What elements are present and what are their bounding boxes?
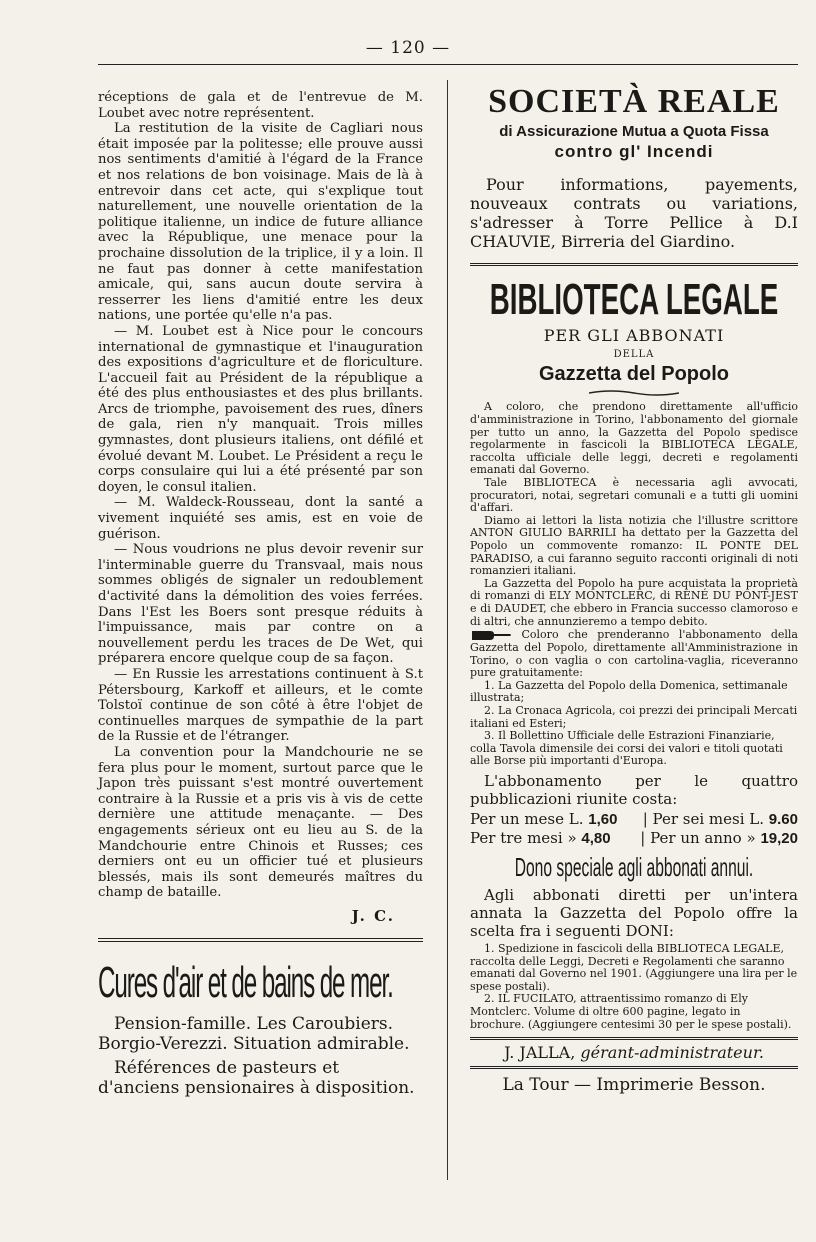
- price-cell: [470, 810, 617, 829]
- article-paragraph: — M. Loubet est à Nice pour le concours international de gymnastique et l'inauguration des expositions d'agriculture et de floriculture. L'accueil fait au Président de la république a été des plus enthousiastes et des plus brillants. Arcs de triomphe, pavoisement des rues, dîners de gala, rien n'y manquait. Trois milles gymnastes, dont plusieurs italiens, ont défilé et évolué devant M. Loubet. Le Président a reçu le corps consulaire qui lui a été présenté par son doyen, le consul italien.: [98, 323, 423, 495]
- article-paragraph: réceptions de gala et de l'entrevue de M. Loubet avec notre représentent.: [98, 90, 423, 121]
- gazzetta-title: Gazzetta del Popolo: [538, 363, 730, 386]
- cures-advertisement: [98, 958, 423, 1098]
- price-value: 9.60: [768, 811, 798, 829]
- societa-title: SOCIETÀ REALE: [488, 83, 780, 120]
- article-paragraph: — Nous voudrions ne plus devoir revenir sur l'interminable guerre du Transvaal, mais nous sommes obligés de signaler un redoublement d'activité dans la démolition des voies ferrées. Dans l'Est les Boers sont presque réduits à l'impuissance, mais par contre on a nouvellement perdu les traces de De Wet, qui préparera encore quelque coup de sa façon.: [98, 542, 423, 667]
- price-value: 1,60: [588, 811, 618, 829]
- biblioteca-paragraph: A coloro, che prendono direttamente all'ufficio d'amministrazione in Torino, l'abbonamento del giornale per tutto un anno, la Gazzetta del Popolo spedisce regolarmente in fascicoli la BIBLIOTECA LEGALE, raccolta ufficiale delle leggi, decreti e regolamenti emanati dal Governo.: [470, 400, 798, 477]
- price-table: [470, 810, 798, 848]
- ornament-icon: [589, 389, 679, 397]
- section-divider: [470, 263, 798, 266]
- doni-intro-text: Agli abbonati diretti per un'intera annata la Gazzetta del Popolo offre la scelta fra i seguenti DONI:: [470, 886, 798, 941]
- biblioteca-della: DELLA: [613, 349, 655, 360]
- administrator-role: gérant-administrateur.: [580, 1043, 764, 1063]
- societa-body: [470, 175, 798, 251]
- right-column: [470, 82, 798, 1095]
- biblioteca-paragraph: Diamo ai lettori la lista notizia che l'illustre scrittore ANTON GIULIO BARRILI ha dettato per la Gazzetta del Popolo un commovente romanzo: IL PONTE DEL PARADISO, a cui faranno seguito racconti originali di noti romanzieri italiani.: [470, 513, 798, 578]
- ad-divider: [98, 938, 423, 942]
- gift-item: 1. La Gazzetta del Popolo della Domenica, settimanale illustrata;: [470, 678, 788, 705]
- administrator-line: [470, 1043, 798, 1063]
- cures-line: Pension-famille. Les Caroubiers. Borgio-Verezzi. Situation admirable.: [98, 1014, 410, 1055]
- price-label: Per sei mesi L.: [652, 810, 765, 829]
- biblioteca-paragraph: Tale BIBLIOTECA è necessaria agli avvocati, procuratori, notai, segretari comunali e a tutti gli uomini d'affari.: [470, 475, 798, 515]
- dono-item: 1. Spedizione in fascicoli della BIBLIOTECA LEGALE, raccolta delle Leggi, Decreti e Regolamenti che saranno emanati dal Governo nel 1901. (Aggiungere una lira per le spese postali).: [470, 942, 798, 993]
- gift-item: 2. La Cronaca Agricola, coi prezzi dei principali Mercati italiani ed Esteri;: [470, 704, 798, 730]
- price-value: 19,20: [760, 830, 798, 848]
- cures-line: Références de pasteurs et d'anciens pensionaires à disposition.: [98, 1058, 415, 1099]
- top-rule: [98, 64, 798, 65]
- biblioteca-body: [470, 401, 798, 679]
- cures-title: Cures d'air et de bains de mer.: [98, 958, 393, 1008]
- biblioteca-paragraph-text: Coloro che prenderanno l'abbonamento della Gazzetta del Popolo, direttamente all'Amministrazione in Torino, o con vaglia o con cartolina-vaglia, riceveranno pure gratuitamente:: [470, 628, 798, 680]
- ornament-divider: [470, 387, 798, 401]
- pointing-hand-icon: [470, 628, 512, 642]
- societa-subtitle-2: contro gl' Incendi: [554, 142, 714, 161]
- article-paragraph: — M. Waldeck-Rousseau, dont la santé a vivement inquiété ses amis, est en voie de guérison.: [98, 495, 423, 542]
- article-paragraph: La convention pour la Mandchourie ne se fera plus pour le moment, surtout parce que le Japon très puissant s'est montré ouvertement contraire à la Russie et a pris vis à vis de cette dernière une attitude menaçante. — Des engagements sérieux ont eu lieu au S. de la Mandchourie entre Chinois et Russes; ces derniers ont eu un officier tué et plusieurs blessés, mais ils sont demeurés maîtres du champ de bataille.: [98, 744, 423, 901]
- section-divider: [470, 1037, 798, 1040]
- gift-item: 3. Il Bollettino Ufficiale delle Estrazioni Finanziarie, colla Tavola dimensile dei corsi dei valori e titoli quotati alle Borse più importanti d'Europa.: [470, 729, 783, 768]
- price-row: [470, 810, 798, 829]
- article-signature: J. C.: [351, 906, 395, 925]
- price-row: [470, 829, 798, 848]
- biblioteca-subtitle: PER GLI ABBONATI: [543, 326, 725, 345]
- dono-title: Dono speciale agli abbonati annui.: [514, 852, 754, 883]
- dono-item: 2. IL FUCILATO, attraentissimo romanzo di Ely Montclerc. Volume di oltre 600 pagine, legato in brochure. (Aggiungere centesimi 30 per le spese postali).: [470, 992, 792, 1031]
- price-cell: [470, 829, 611, 848]
- article-paragraph: La restitution de la visite de Cagliari nous était imposée par la politesse; elle prouve aussi nos sentiments d'amitié à l'égard de la France et nos relations de bon voisinage. Mais de là à entrevoir dans cet acte, qui s'explique tout naturellement, une nouvelle orientation de la politique italienne, un indice de future alliance avec la République, une menace pour la prochaine dissolution de la triplice, il y a loin. Il ne faut pas donner à cette manifestation amicale, qui, sans aucun doute servira à resserrer les liens d'amitié entre les deux nations, une portée qu'elle n'a pas.: [98, 121, 423, 324]
- societa-text: Pour informations, payements, nouveaux contrats ou variations, s'adresser à Torre Pellice à D.I CHAUVIE, Birreria del Giardino.: [470, 175, 798, 251]
- price-cell: | Per un anno » 19,20: [640, 829, 798, 848]
- price-value: 4,80: [581, 830, 611, 848]
- article-paragraph: — En Russie les arrestations continuent à S.t Pétersbourg, Karkoff et ailleurs, et le comte Tolstoï continue de son côté à être l'objet de continuelles marques de sympathie de la part de la Russie et de l'étranger.: [98, 666, 423, 745]
- administrator-name: J. JALLA,: [504, 1043, 576, 1063]
- abbonamento-text: [470, 772, 798, 808]
- doni-list: [470, 943, 798, 1031]
- biblioteca-paragraph: [470, 628, 798, 680]
- biblioteca-title: BIBLIOTECA LEGALE: [489, 275, 779, 324]
- section-divider: [470, 1066, 798, 1069]
- left-column: [98, 90, 423, 1098]
- price-label: Per un mese L.: [470, 810, 584, 829]
- price-label: Per un anno »: [650, 829, 756, 848]
- printer-line: La Tour — Imprimerie Besson.: [502, 1074, 766, 1095]
- gift-list: [470, 680, 798, 768]
- doni-intro: [470, 886, 798, 940]
- price-label: Per tre mesi »: [470, 829, 577, 848]
- biblioteca-paragraph: La Gazzetta del Popolo ha pure acquistata la proprietà di romanzi di ELY MONTCLERC, di RENÉ DU PONT-JEST e di DAUDET, che ebbero in Francia successo clamoroso e di altri, che annunzieremo a tempo debito.: [470, 576, 798, 628]
- societa-subtitle: di Assicurazione Mutua a Quota Fissa: [499, 123, 769, 140]
- page-number: — 120 —: [365, 38, 451, 58]
- price-cell: | Per sei mesi L. 9.60: [642, 810, 798, 829]
- abbonamento-line: L'abbonamento per le quattro pubblicazioni riunite costa:: [470, 772, 798, 809]
- column-divider: [447, 80, 448, 1180]
